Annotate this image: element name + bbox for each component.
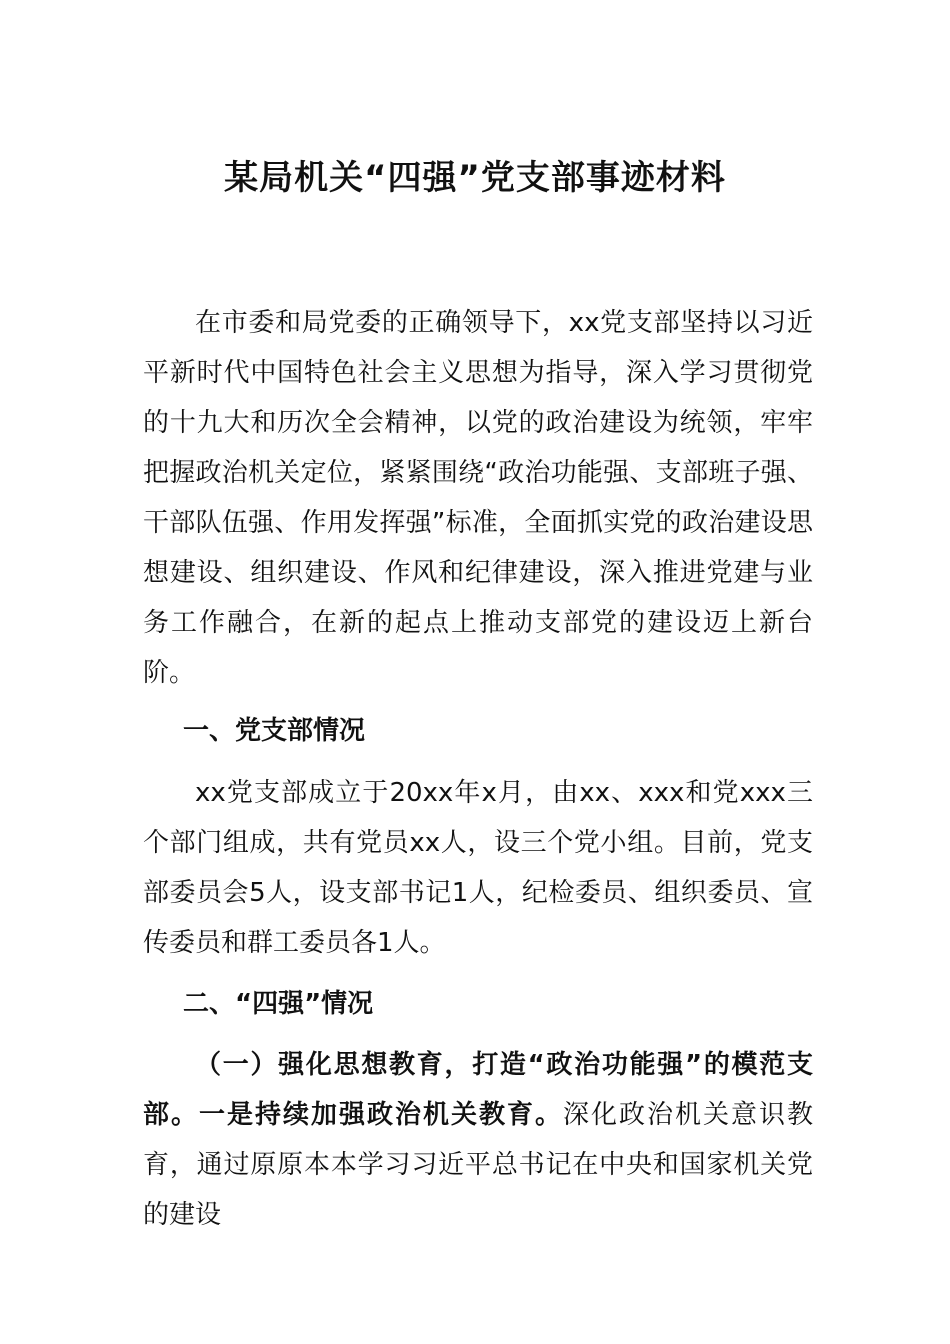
document-title: 某局机关“四强”党支部事迹材料 [224,158,726,198]
subheading: （一）强化思想教育，打造“政治功能强”的模范支部。 [143,1050,813,1130]
section-heading-2: 二、“四强”情况 [183,989,374,1019]
bold-lead: 一是持续加强政治机关教育。 [199,1100,563,1130]
paragraph-rest: 深化政治机关意识教育，通过原原本本学习习近平总书记在中央和国家机关党的建设 [143,1100,813,1230]
four-strong-paragraph [143,1040,813,1240]
branch-info-paragraph: xx党支部成立于20xx年x月，由xx、xxx和党xxx三个部门组成，共有党员xx人，设三个党小组。目前，党支部委员会5人，设支部书记1人，纪检委员、组织委员、宣传委员和群工委员各1人。 [143,778,813,958]
intro-paragraph: 在市委和局党委的正确领导下，xx党支部坚持以习近平新时代中国特色社会主义思想为指导，深入学习贯彻党的十九大和历次全会精神，以党的政治建设为统领，牢牢把握政治机关定位，紧紧围绕“政治功能强、支部班子强、干部队伍强、作用发挥强”标准，全面抓实党的政治建设思想建设、组织建设、作风和纪律建设，深入推进党建与业务工作融合，在新的起点上推动支部党的建设迈上新台阶。 [143,308,813,688]
section-heading-1: 一、党支部情况 [183,716,366,746]
